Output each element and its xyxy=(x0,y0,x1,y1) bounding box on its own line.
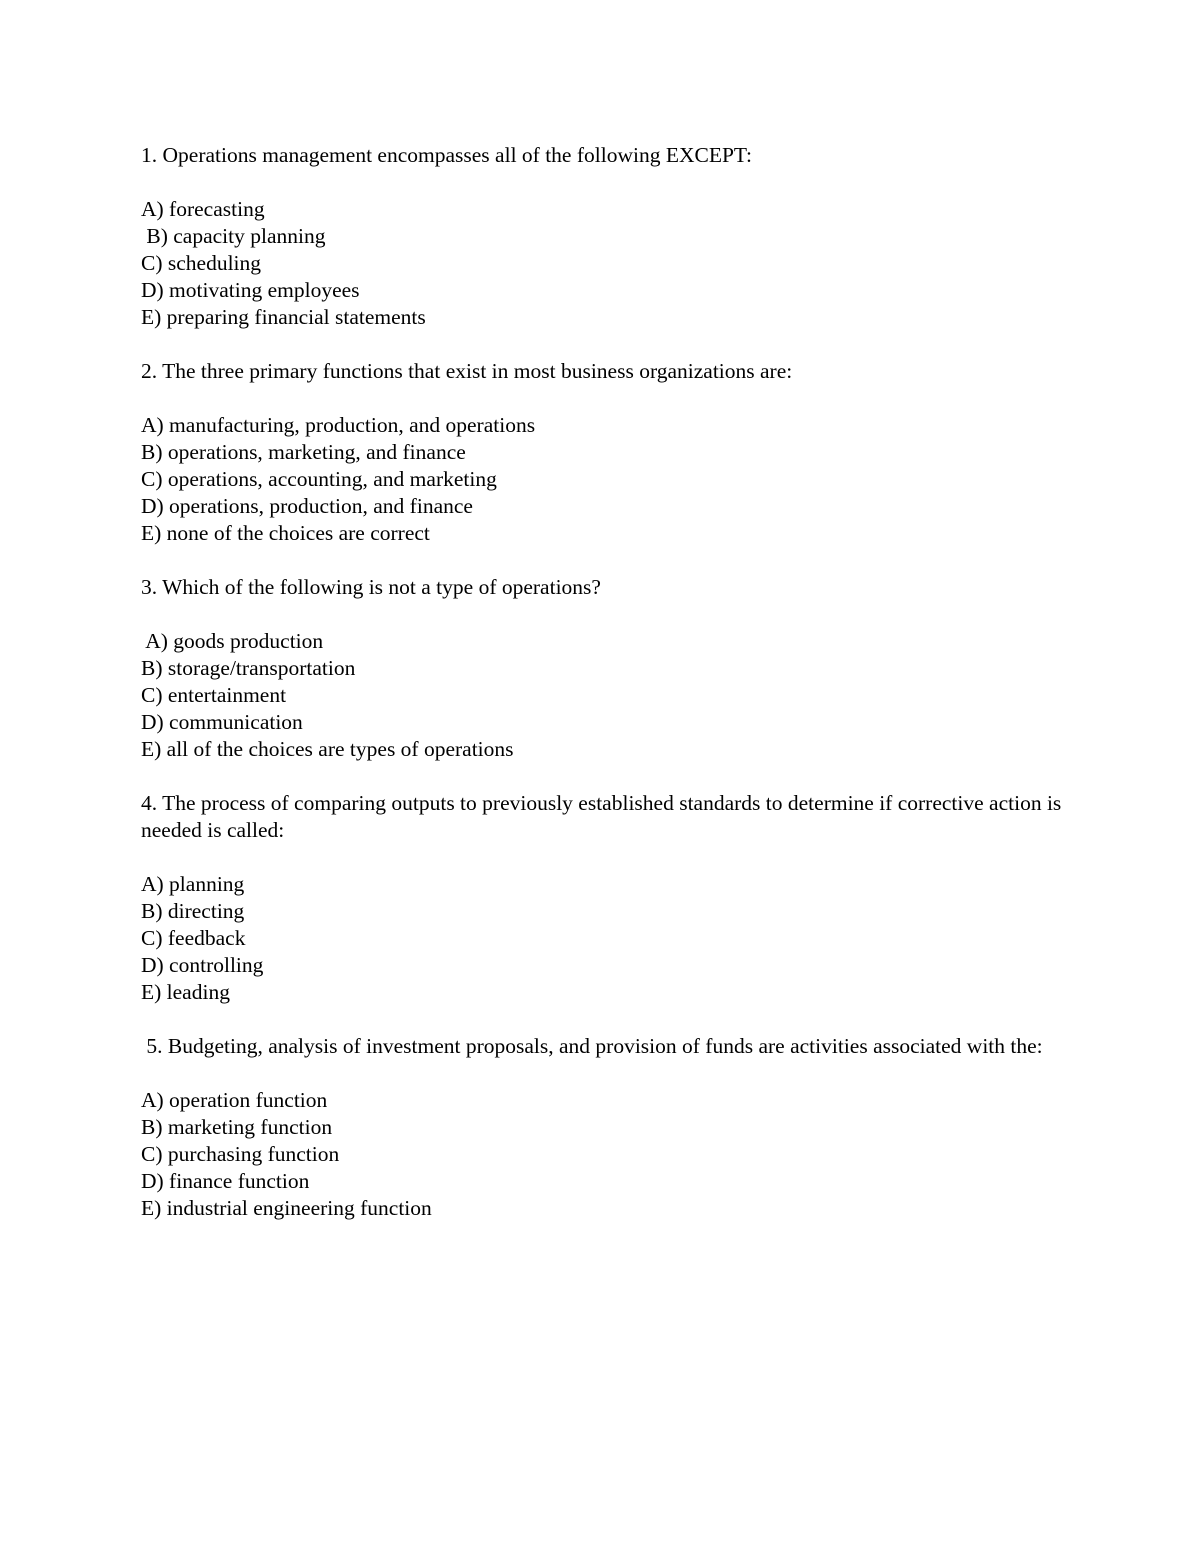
option-a: A) planning xyxy=(141,872,245,896)
question-text: 3. Which of the following is not a type of operations? xyxy=(141,575,601,599)
option-c: C) feedback xyxy=(141,926,246,950)
question-text: 4. The process of comparing outputs to previously established standards to determine if corrective action is needed is called: xyxy=(141,791,1067,842)
option-e: E) leading xyxy=(141,980,230,1004)
question-text: 5. Budgeting, analysis of investment proposals, and provision of funds are activities associated with the: xyxy=(141,1034,1043,1058)
option-c: C) purchasing function xyxy=(141,1142,340,1166)
question-text: 2. The three primary functions that exist in most business organizations are: xyxy=(141,359,793,383)
option-e: E) preparing financial statements xyxy=(141,305,426,329)
option-e: E) none of the choices are correct xyxy=(141,521,430,545)
option-c: C) entertainment xyxy=(141,683,287,707)
option-b: B) directing xyxy=(141,899,245,923)
option-e: E) all of the choices are types of operations xyxy=(141,737,514,761)
question-3 xyxy=(141,574,1071,763)
option-a: A) operation function xyxy=(141,1088,328,1112)
question-5 xyxy=(141,1033,1071,1222)
option-d: D) operations, production, and finance xyxy=(141,494,473,518)
option-d: D) finance function xyxy=(141,1169,310,1193)
question-text: 1. Operations management encompasses all of the following EXCEPT: xyxy=(141,143,752,167)
option-b: B) marketing function xyxy=(141,1115,333,1139)
option-d: D) motivating employees xyxy=(141,278,360,302)
option-b: B) storage/transportation xyxy=(141,656,356,680)
option-a: A) forecasting xyxy=(141,197,265,221)
question-4 xyxy=(141,790,1071,1006)
option-d: D) communication xyxy=(141,710,303,734)
option-a: A) goods production xyxy=(141,629,324,653)
question-list xyxy=(141,142,1071,1249)
option-e: E) industrial engineering function xyxy=(141,1196,432,1220)
option-b: B) operations, marketing, and finance xyxy=(141,440,466,464)
question-2 xyxy=(141,358,1071,547)
option-c: C) scheduling xyxy=(141,251,262,275)
option-c: C) operations, accounting, and marketing xyxy=(141,467,497,491)
question-1 xyxy=(141,142,1071,331)
option-b: B) capacity planning xyxy=(141,224,326,248)
option-d: D) controlling xyxy=(141,953,264,977)
option-a: A) manufacturing, production, and operations xyxy=(141,413,536,437)
